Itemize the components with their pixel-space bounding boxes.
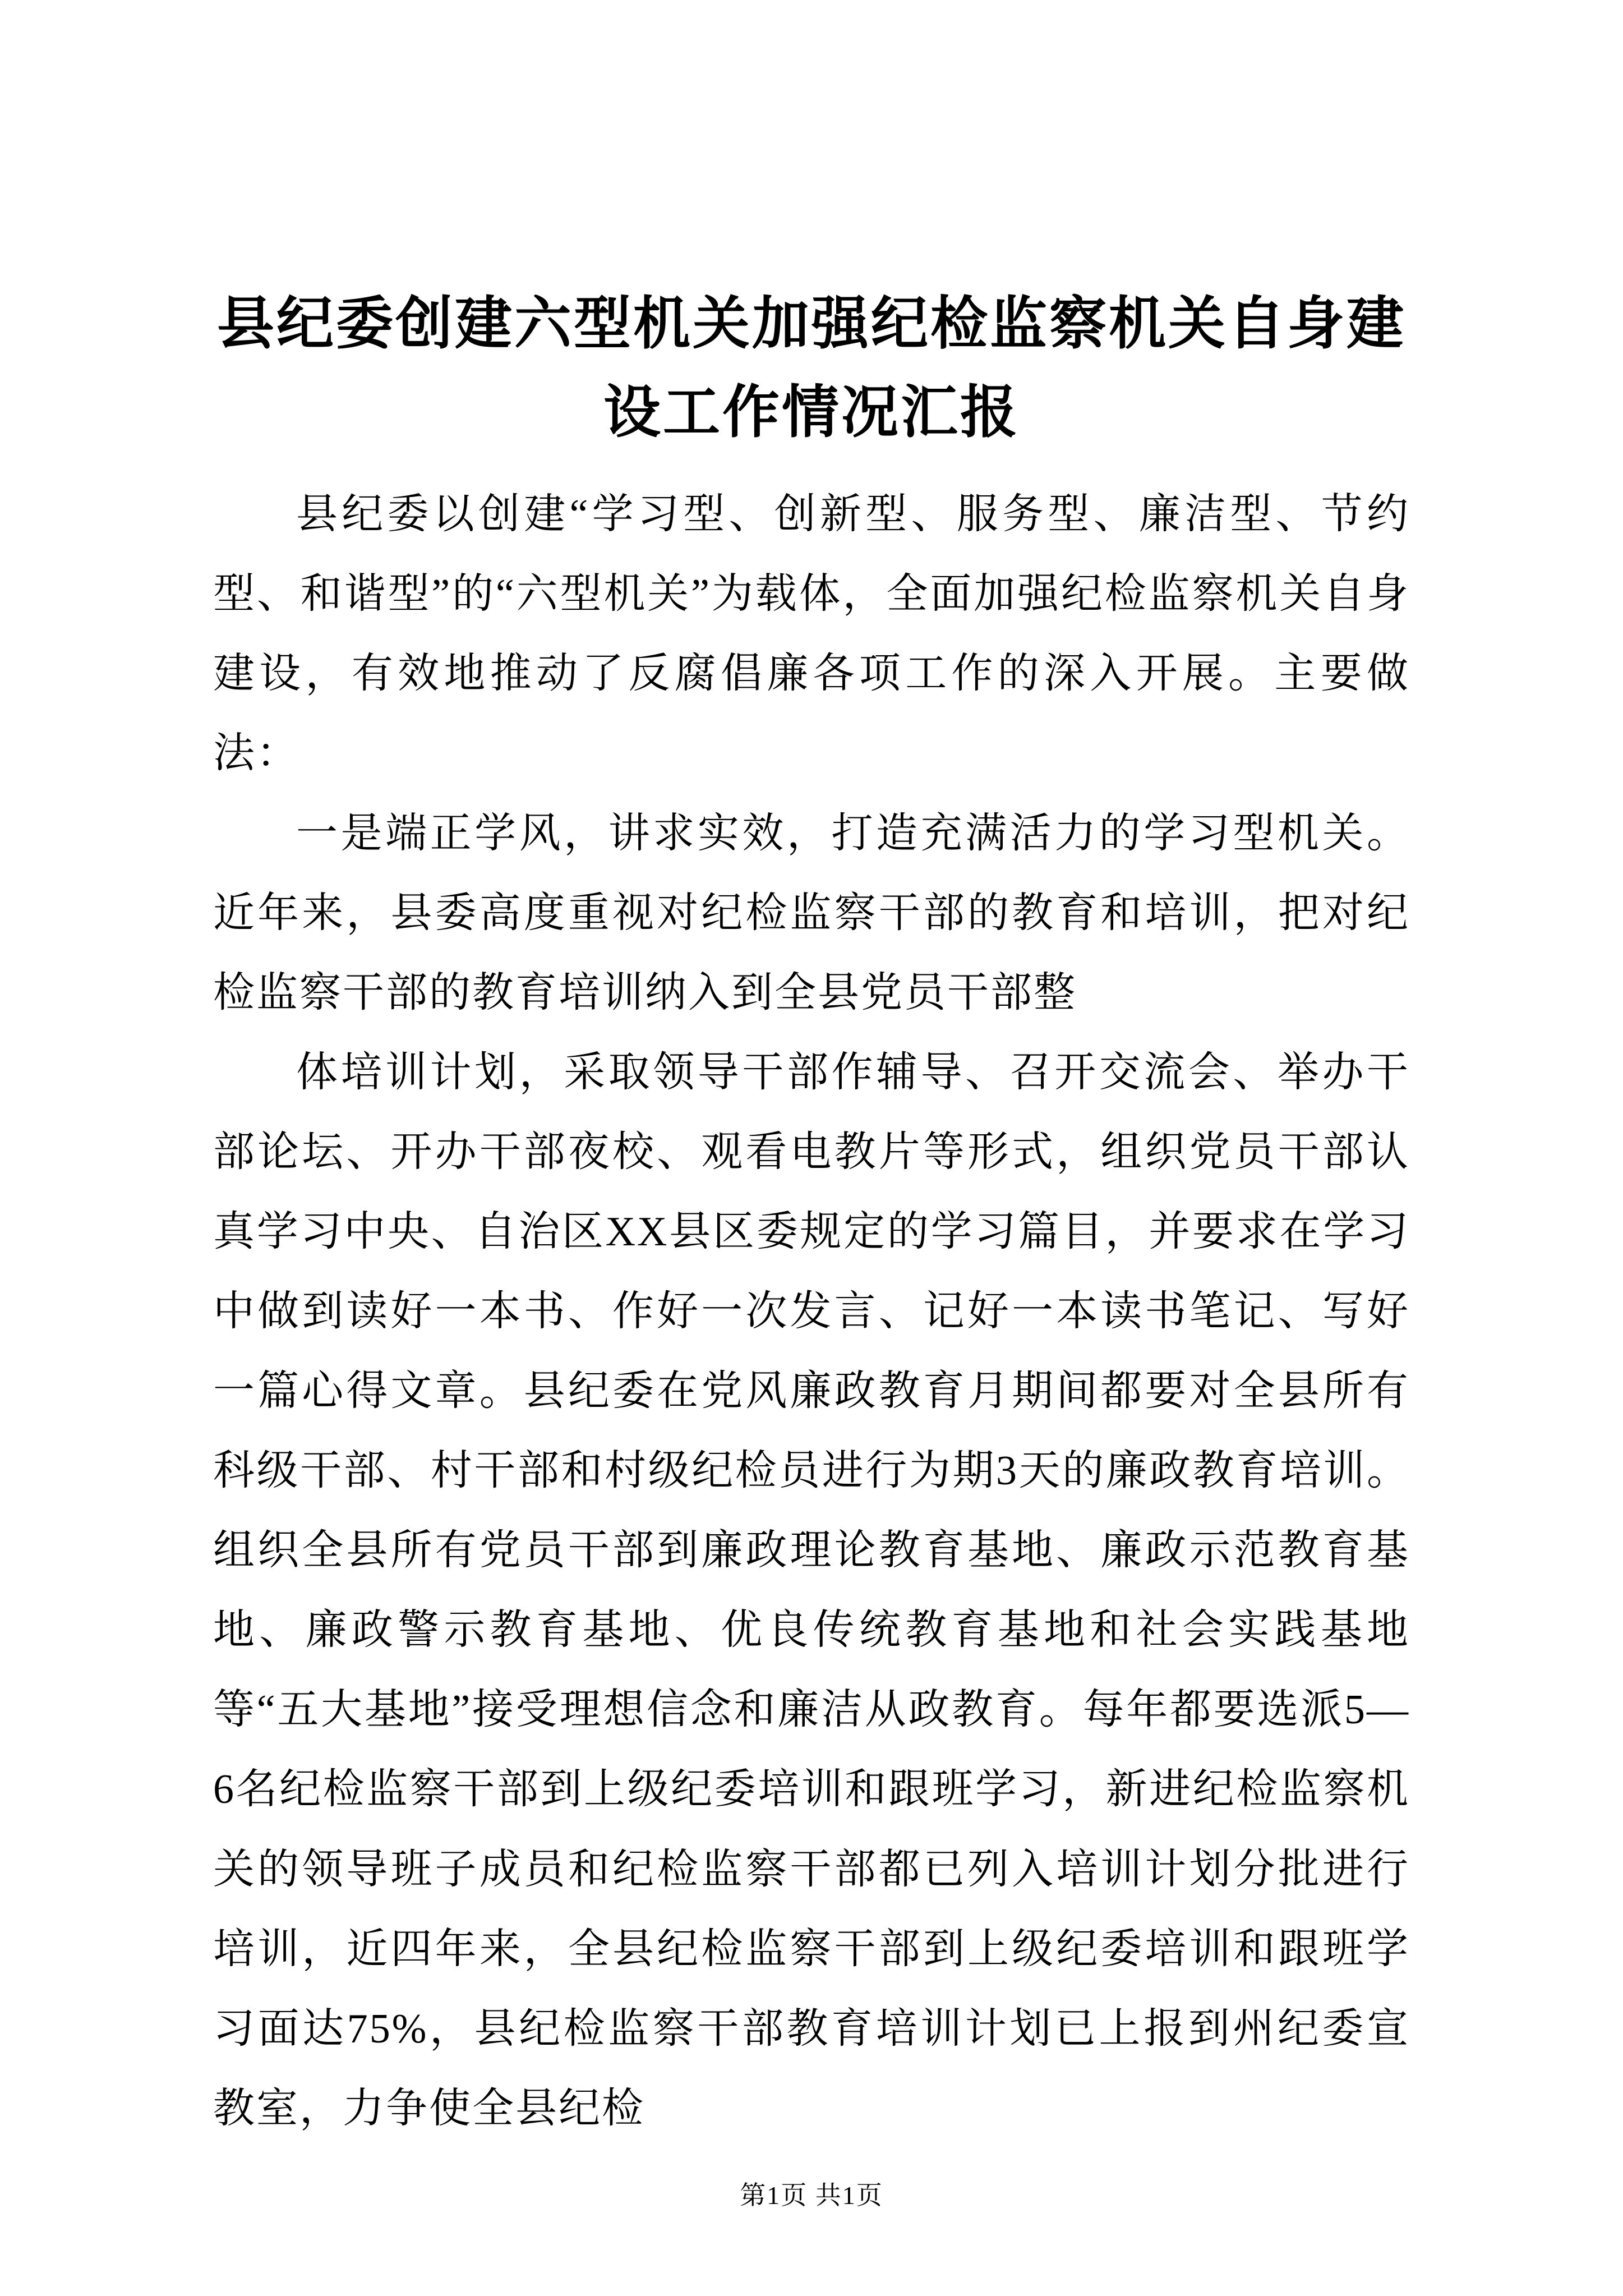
paragraph-intro: 县纪委以创建“学习型、创新型、服务型、廉洁型、节约型、和谐型”的“六型机关”为载体，全面加强纪检监察机关自身建设，有效地推动了反腐倡廉各项工作的深入开展。主要做法： — [213, 491, 1410, 777]
paragraph-training-detail: 体培训计划，采取领导干部作辅导、召开交流会、举办干部论坛、开办干部夜校、观看电教片等形式，组织党员干部认真学习中央、自治区XX县区委规定的学习篇目，并要求在学习中做到读好一本书、作好一次发言、记好一本读书笔记、写好一篇心得文章。县纪委在党风廉政教育月期间都要对全县所有科级干部、村干部和村级纪检员进行为期3天的廉政教育培训。组织全县所有党员干部到廉政理论教育基地、廉政示范教育基地、廉政警示教育基地、优良传统教育基地和社会实践基地等“五大基地”接受理想信念和廉洁从政教育。每年都要选派5—6名纪检监察干部到上级纪委培训和跟班学习，新进纪检监察机关的领导班子成员和纪检监察干部都已列入培训计划分批进行培训，近四年来，全县纪检监察干部到上级纪委培训和跟班学习面达75%，县纪检监察干部教育培训计划已上报到州纪委宣教室，力争使全县纪检 — [213, 1049, 1410, 2132]
paragraph-section-one: 一是端正学风，讲求实效，打造充满活力的学习型机关。近年来，县委高度重视对纪检监察干部的教育和培训，把对纪检监察干部的教育培训纳入到全县党员干部整 — [213, 810, 1410, 1016]
page-footer: 第1页 共1页 — [740, 2181, 883, 2210]
document-body — [213, 475, 1410, 2148]
page-title: 县纪委创建六型机关加强纪检监察机关自身建设工作情况汇报 — [217, 293, 1406, 445]
